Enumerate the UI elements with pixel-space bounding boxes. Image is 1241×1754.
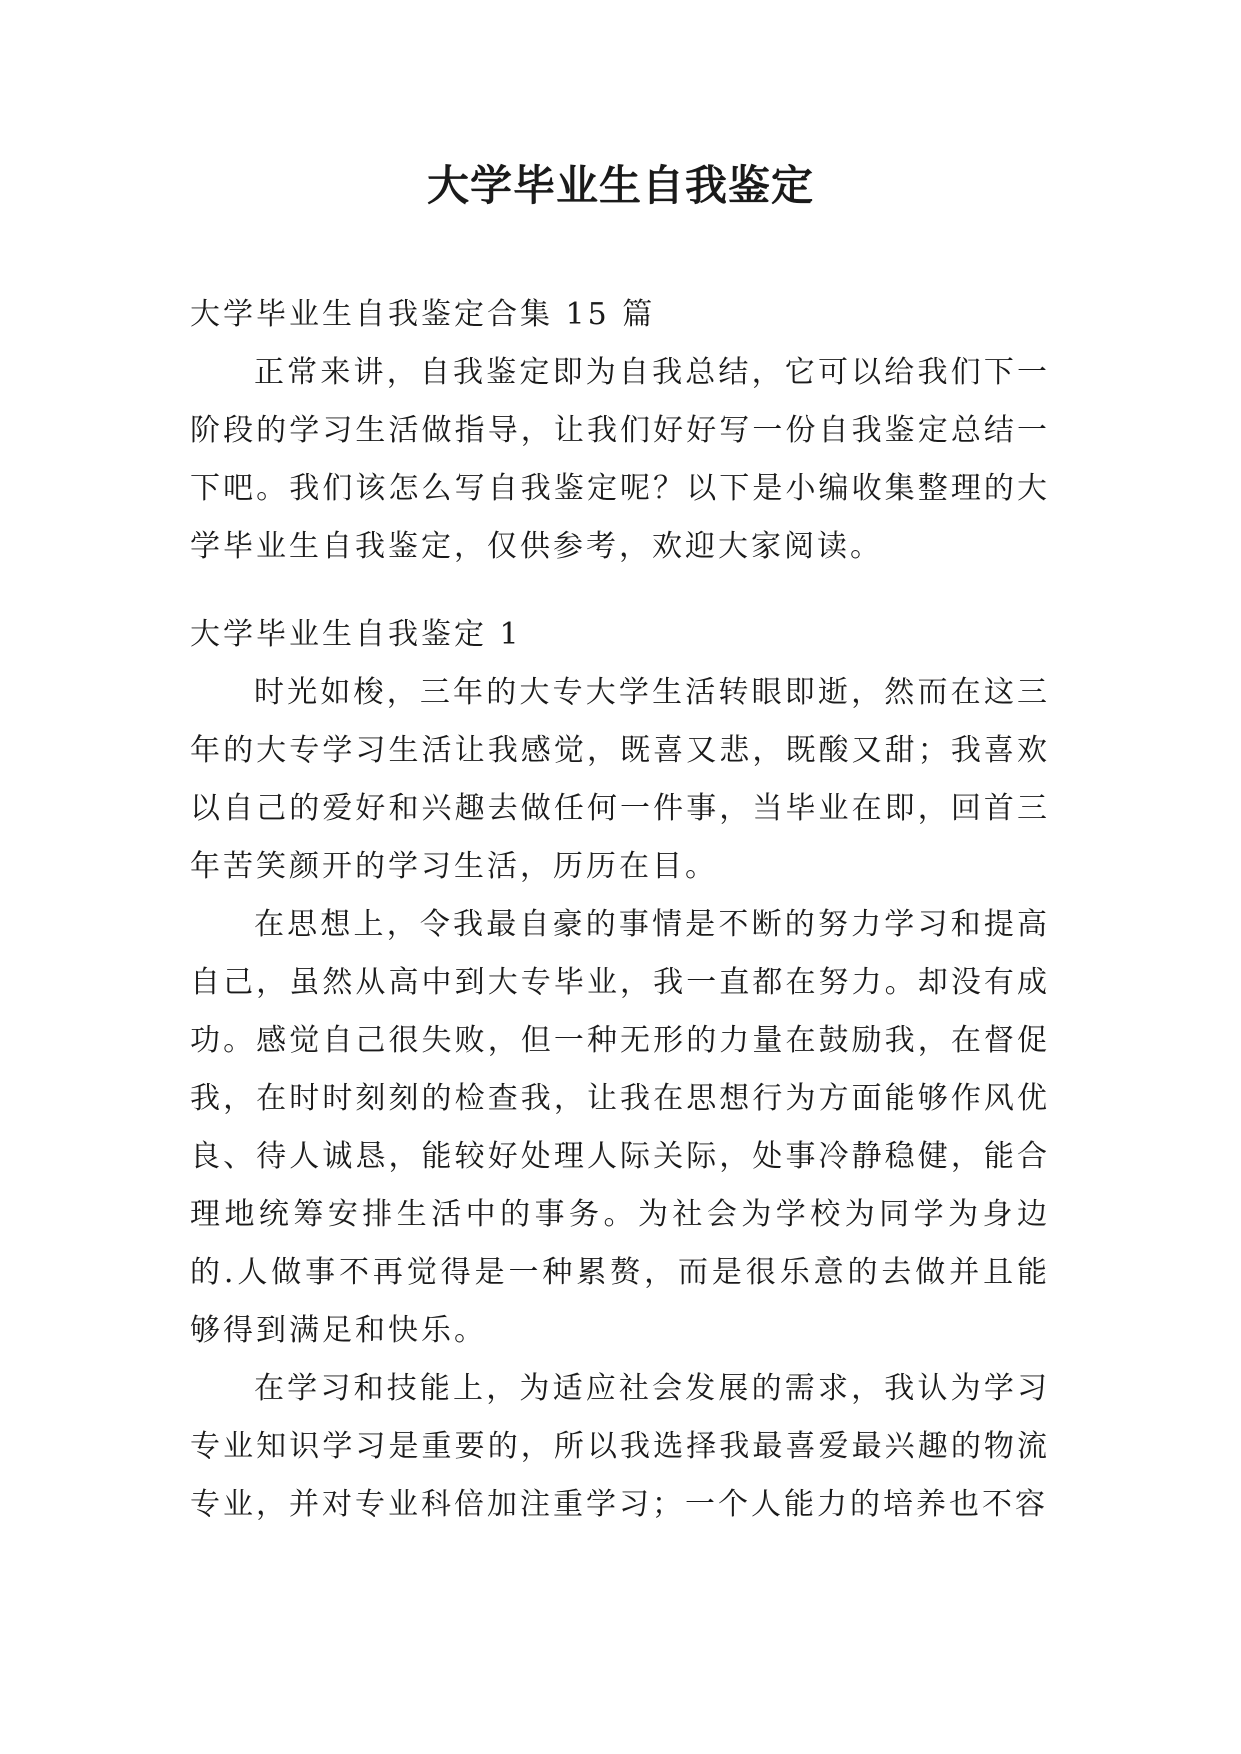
intro-paragraph: 正常来讲，自我鉴定即为自我总结，它可以给我们下一阶段的学习生活做指导，让我们好好写一份自我鉴定总结一下吧。我们该怎么写自我鉴定呢？以下是小编收集整理的大学毕业生自我鉴定，仅供参考，欢迎大家阅读。 — [190, 355, 1050, 564]
section-paragraph: 在学习和技能上，为适应社会发展的需求，我认为学习专业知识学习是重要的，所以我选择我最喜爱最兴趣的物流专业，并对专业科倍加注重学习；一个人能力的培养也不容 — [190, 1371, 1050, 1522]
section-paragraph: 时光如梭，三年的大专大学生活转眼即逝，然而在这三年的大专学习生活让我感觉，既喜又悲，既酸又甜；我喜欢以自己的爱好和兴趣去做任何一件事，当毕业在即，回首三年苦笑颜开的学习生活，历历在目。 — [190, 675, 1050, 884]
section-paragraph: 在思想上，令我最自豪的事情是不断的努力学习和提高自己，虽然从高中到大专毕业，我一直都在努力。却没有成功。感觉自己很失败，但一种无形的力量在鼓励我，在督促我，在时时刻刻的检查我，让我在思想行为方面能够作风优良、待人诚恳，能较好处理人际关际，处事冷静稳健，能合理地统筹安排生活中的事务。为社会为学校为同学为身边的.人做事不再觉得是一种累赘，而是很乐意的去做并且能够得到满足和快乐。 — [190, 907, 1050, 1348]
section-heading-block — [190, 606, 1050, 664]
intro-block — [190, 344, 1050, 576]
section-body — [190, 664, 1050, 1534]
collection-subtitle — [190, 286, 1050, 344]
section-heading: 大学毕业生自我鉴定 1 — [190, 617, 522, 652]
document-title: 大学毕业生自我鉴定 — [426, 161, 814, 210]
subtitle-text: 大学毕业生自我鉴定合集 15 篇 — [190, 297, 656, 332]
